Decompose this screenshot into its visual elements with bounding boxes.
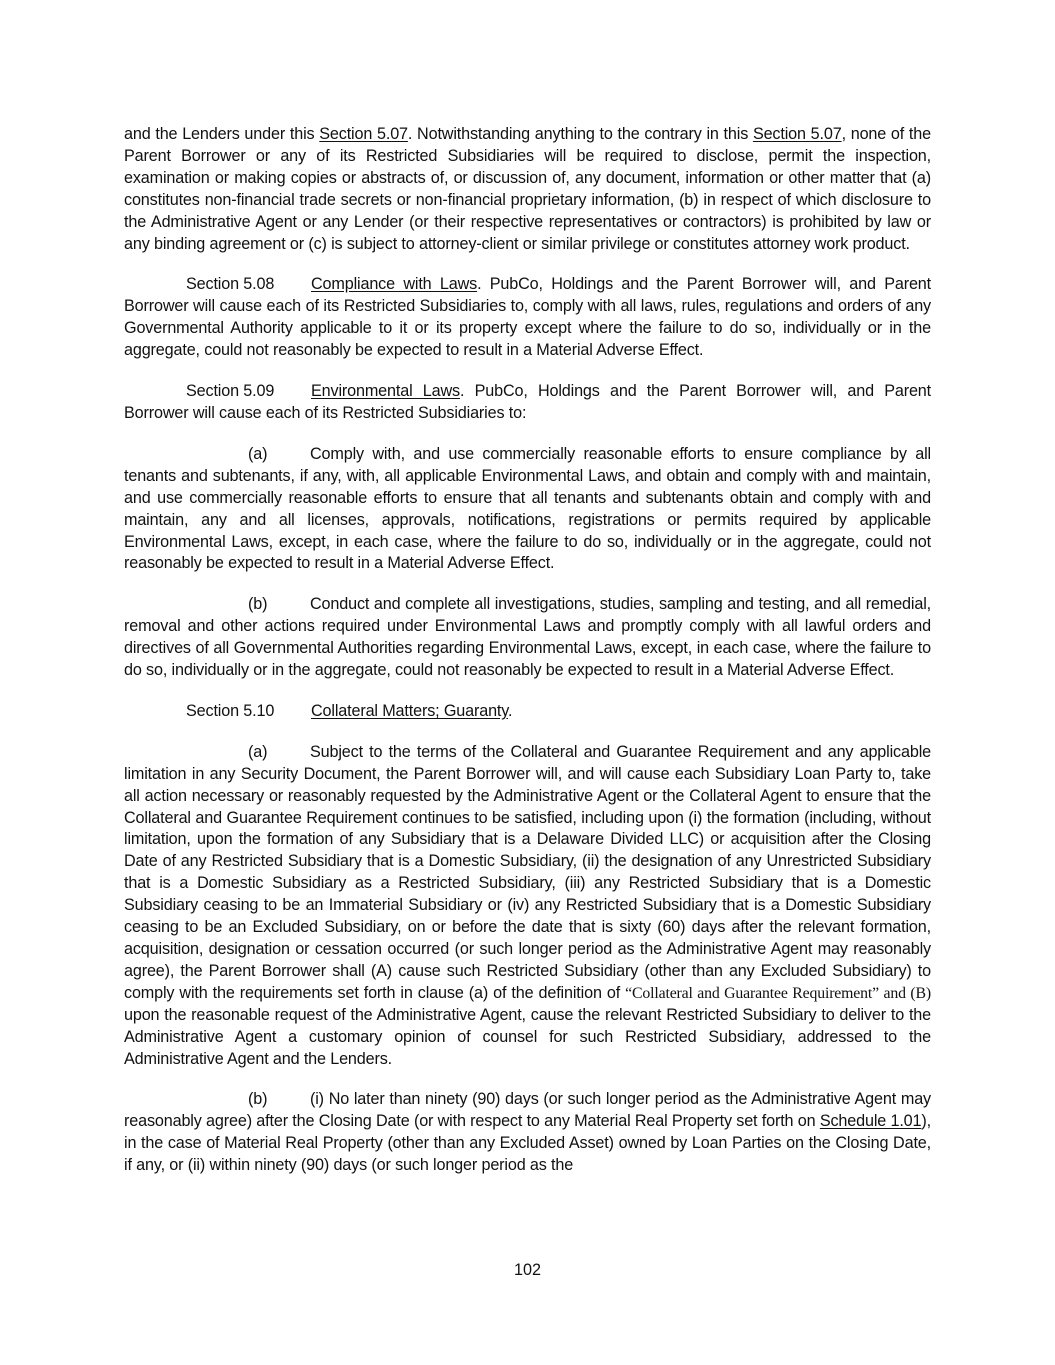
document-page <box>124 124 931 1177</box>
clause-text: Conduct and complete all investigations, studies, sampling and testing, and all remedial, removal and other actions required under Environmental Laws and promptly comply with all lawful orders and directives of all Governmental Authorities regarding Environmental Laws, except, in each case, where the failure to do so, individually or in the aggregate, could not reasonably be expected to result in a Material Adverse Effect. <box>124 595 931 680</box>
section-reference: Section 5.07 <box>319 125 408 143</box>
section-5-09-clause-b <box>124 594 931 682</box>
section-number: Section 5.08 <box>186 275 275 294</box>
text: . <box>508 701 513 720</box>
clause-text: (i) No later than ninety (90) days (or such longer period as the Administrative Agent may reasonably agree) after the Closing Date (or with respect to any Material Real Property set forth on <box>124 1090 931 1131</box>
section-reference: Section 5.07 <box>752 125 842 143</box>
clause-label: (b) <box>248 1090 268 1109</box>
paragraph-section-5-07-continued <box>124 124 931 255</box>
schedule-reference: Schedule 1.01 <box>819 1112 922 1131</box>
clause-text: Subject to the terms of the Collateral and Guarantee Requirement and any applicable limitation in any Security Document, the Parent Borrower will, and will cause each Subsidiary Loan Party to, take all action necessary or reasonably requested by the Administrative Agent or the Collateral Agent to ensure that the Collateral and Guarantee Requirement continues to be satisfied, including upon (i) the formation (including, without limitation, upon the formation of any Subsidiary that is a Delaware Divided LLC) or acquisition after the Closing Date of any Restricted Subsidiary that is a Domestic Subsidiary, (ii) the designation of any Unrestricted Subsidiary that is a Domestic Subsidiary as a Restricted Subsidiary, (iii) any Restricted Subsidiary that is a Domestic Subsidiary ceasing to be an Immaterial Subsidiary or (iv) any Restricted Subsidiary that is a Domestic Subsidiary ceasing to be an Excluded Subsidiary, on or before the date that is sixty (60) days after the relevant formation, acquisition, designation or cessation occurred (or such longer period as the Administrative Agent may reasonably agree), the Parent Borrower shall (A) cause such Restricted Subsidiary (other than any Excluded Subsidiary) to comply with the requirements set forth in clause (a) of the definition of <box>124 742 931 1002</box>
clause-text: Comply with, and use commercially reasonable efforts to ensure compliance by all tenants and subtenants, if any, with, all applicable Environmental Laws, and obtain and comply with and maintain, and use commercially reasonable efforts to ensure that all tenants and subtenants obtain and comply with and maintain, any and all licenses, approvals, notifications, registrations or permits required by applicable Environmental Laws, except, in each case, where the failure to do so, individually or in the aggregate, could not reasonably be expected to result in a Material Adverse Effect. <box>124 444 931 573</box>
text: . Notwithstanding anything to the contrary in this <box>407 125 753 143</box>
section-number: Section 5.09 <box>186 382 275 401</box>
section-body: . PubCo, Holdings and the Parent Borrower will, and Parent Borrower will cause each of its Restricted Subsidiaries to: <box>124 382 931 422</box>
section-5-08 <box>124 274 931 362</box>
section-5-09-clause-a <box>124 444 931 575</box>
clause-label: (b) <box>248 595 268 614</box>
section-body: . PubCo, Holdings and the Parent Borrower will, and Parent Borrower will cause each of its Restricted Subsidiaries to, comply with all laws, rules, regulations and orders of any Governmental Authority applicable to it or its property except where the failure to do so, individually or in the aggregate, could not reasonably be expected to result in a Material Adverse Effect. <box>124 275 931 360</box>
section-title: Environmental Laws <box>311 382 460 401</box>
clause-text: ), in the case of Material Real Property (other than any Excluded Asset) owned by Loan Parties on the Closing Date, if any, or (ii) within ninety (90) days (or such longer period as the <box>124 1112 931 1175</box>
section-5-10-clause-a <box>124 742 931 1071</box>
section-5-10-clause-b <box>124 1089 931 1177</box>
clause-text: upon the reasonable request of the Administrative Agent, cause the relevant Restricted Subsidiary to deliver to the Administrative Agent a customary opinion of counsel for such Restricted Subsidiary, addressed to the Administrative Agent and the Lenders. <box>124 1005 931 1068</box>
section-title: Compliance with Laws <box>311 275 478 294</box>
text: and the Lenders under this <box>124 125 320 143</box>
clause-label: (a) <box>248 742 268 761</box>
section-title: Collateral Matters; Guaranty <box>311 701 509 720</box>
defined-term-quote: “Collateral and Guarantee Requirement” and (B) <box>625 984 932 1002</box>
page-number: 102 <box>513 1261 541 1279</box>
section-5-09 <box>124 381 931 425</box>
section-5-10-heading <box>124 701 931 723</box>
text: , none of the Parent Borrower or any of its Restricted Subsidiaries will be required to disclose, permit the inspection, examination or making copies or abstracts of, or discussion of, any document, information or other matter that (a) constitutes non-financial trade secrets or non-financial proprietary information, (b) in respect of which disclosure to the Administrative Agent or any Lender (or their respective representatives or contractors) is prohibited by law or any binding agreement or (c) is subject to attorney-client or similar privilege or constitutes attorney work product. <box>124 125 931 253</box>
clause-label: (a) <box>248 444 268 463</box>
section-number: Section 5.10 <box>186 701 275 720</box>
